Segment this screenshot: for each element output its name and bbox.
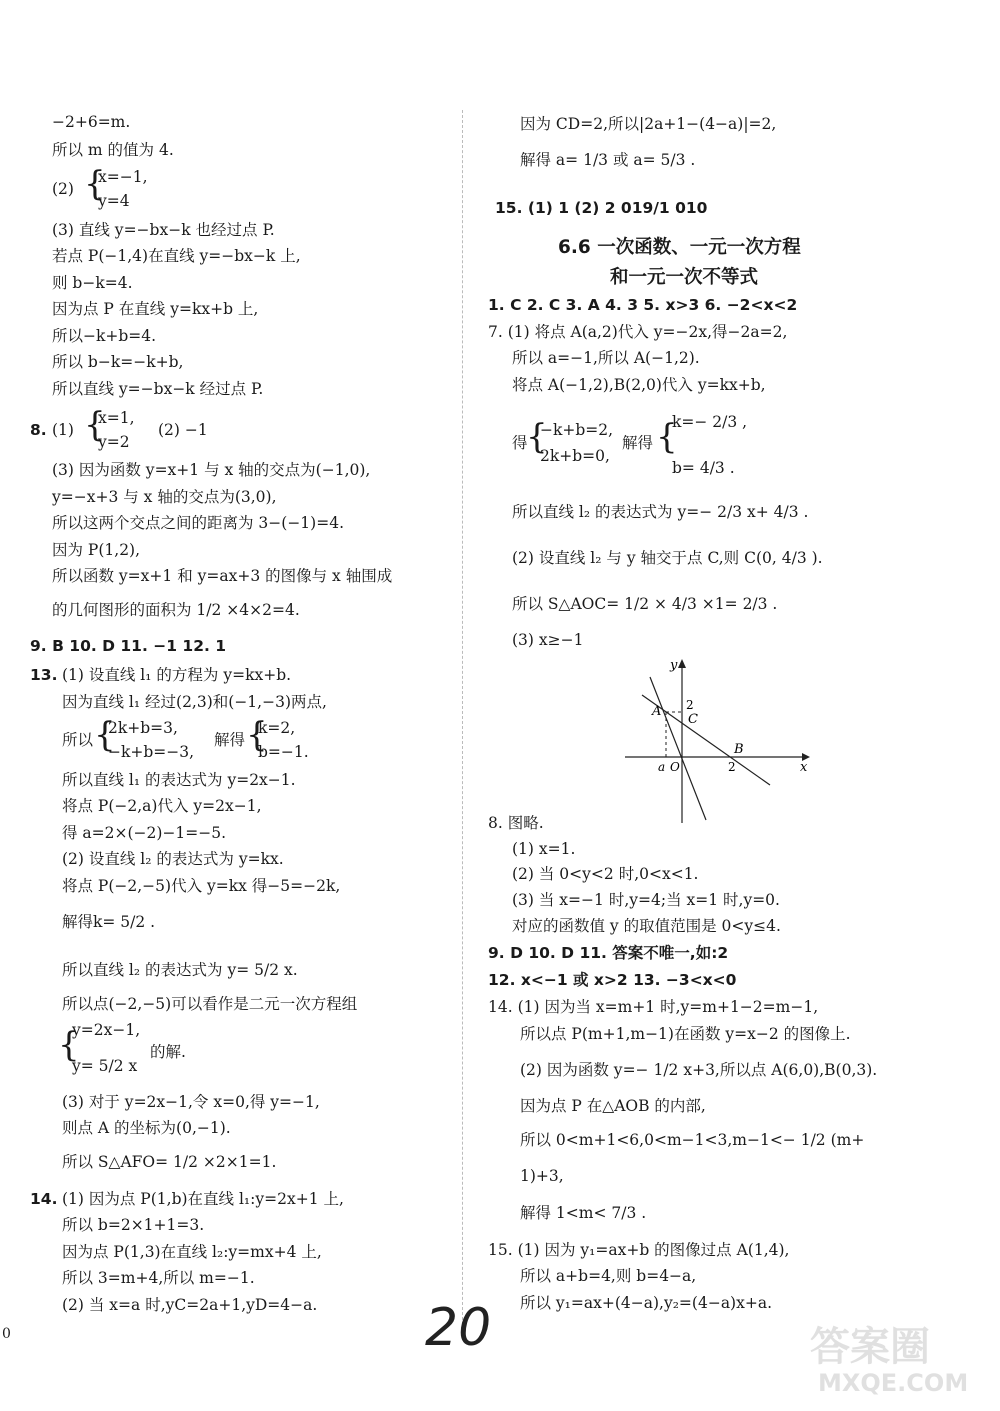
text-line: 因为 P(1,2), — [52, 541, 141, 559]
brace-icon: { — [656, 417, 678, 457]
text-line: 所以 m 的值为 4. — [52, 141, 174, 159]
text-line: (1) — [52, 421, 74, 439]
text-line: 8. 图略. — [488, 814, 544, 832]
section-title: 6.6 一次函数、一元一次方程 — [558, 237, 801, 258]
system-line: y=2 — [98, 433, 130, 451]
text-line: 所以 S△AOC= 1/2 × 4/3 ×1= 2/3 . — [512, 595, 778, 613]
text-line: 所以 a+b=4,则 b=4−a, — [520, 1267, 697, 1285]
text-line: 所以点(−2,−5)可以看作是二元一次方程组 — [62, 995, 358, 1013]
text-line: 对应的函数值 y 的取值范围是 0<y≤4. — [512, 917, 781, 935]
text-line: 解得 1<m< 7/3 . — [520, 1204, 647, 1222]
text-line: (2) −1 — [158, 421, 208, 439]
text-line: 将点 P(−2,−5)代入 y=kx 得−5=−2k, — [62, 877, 341, 895]
text-line: 所以 3=m+4,所以 m=−1. — [62, 1269, 255, 1287]
y-axis-label: y — [670, 658, 678, 673]
text-line: 因为点 P(1,3)在直线 l₂:y=mx+4 上, — [62, 1243, 322, 1261]
watermark-url: MXQE.COM — [818, 1369, 969, 1397]
text-line: 的几何图形的面积为 1/2 ×4×2=4. — [52, 601, 300, 619]
text-line: 得 — [512, 434, 528, 452]
question-number: 13. — [30, 666, 58, 684]
text-line: 所以 b−k=−k+b, — [52, 353, 184, 371]
text-line: 所以 b=2×1+1=3. — [62, 1216, 205, 1234]
tick-label: a — [658, 760, 666, 774]
text-line: 7. (1) 将点 A(a,2)代入 y=−2x,得−2a=2, — [488, 323, 788, 341]
point-label-c: C — [688, 712, 698, 727]
text-line: 所以直线 l₂ 的表达式为 y=− 2/3 x+ 4/3 . — [512, 503, 809, 521]
section-title: 和一元一次不等式 — [610, 267, 759, 288]
brace-icon: { — [84, 405, 106, 445]
text-line: 9. B 10. D 11. −1 12. 1 — [30, 637, 227, 655]
text-line: y=−x+3 与 x 轴的交点为(3,0), — [52, 488, 277, 506]
system-line: x=1, — [98, 409, 135, 427]
text-line: 1. C 2. C 3. A 4. 3 5. x>3 6. −2<x<2 — [488, 296, 798, 314]
text-line: 所以−k+b=4. — [52, 327, 157, 345]
system-line: 2k+b=0, — [540, 447, 610, 465]
text-line: (3) 对于 y=2x−1,令 x=0,得 y=−1, — [62, 1093, 320, 1111]
text-line: (2) 当 x=a 时,yC=2a+1,yD=4−a. — [62, 1296, 318, 1314]
x-axis-label: x — [800, 760, 808, 775]
text-line: (2) 因为函数 y=− 1/2 x+3,所以点 A(6,0),B(0,3). — [520, 1061, 878, 1079]
text-line: 将点 P(−2,a)代入 y=2x−1, — [62, 797, 262, 815]
text-line: 因为点 P 在直线 y=kx+b 上, — [52, 300, 259, 318]
text-line: (3) 当 x=−1 时,y=4;当 x=1 时,y=0. — [512, 891, 780, 909]
text-line: 所以函数 y=x+1 和 y=ax+3 的图像与 x 轴围成 — [52, 567, 393, 585]
text-line: 9. D 10. D 11. 答案不唯一,如:2 — [488, 944, 729, 962]
text-line: 因为 CD=2,所以|2a+1−(4−a)|=2, — [520, 115, 777, 133]
text-line: 所以这两个交点之间的距离为 3−(−1)=4. — [52, 514, 344, 532]
text-line: 解得k= 5/2 . — [62, 913, 156, 931]
text-line: (3) 直线 y=−bx−k 也经过点 P. — [52, 221, 275, 239]
text-line: −2+6=m. — [52, 113, 131, 131]
text-line: (2) — [52, 180, 74, 198]
text-line: 所以直线 l₁ 的表达式为 y=2x−1. — [62, 771, 296, 789]
text-line: (2) 设直线 l₂ 与 y 轴交于点 C,则 C(0, 4/3 ). — [512, 549, 823, 567]
brace-icon: { — [246, 715, 268, 755]
text-line: 解得 — [622, 434, 654, 452]
brace-icon: { — [84, 164, 106, 204]
question-number: 8. — [30, 421, 47, 439]
text-line: 1)+3, — [520, 1167, 564, 1185]
text-line: 14. (1) 因为当 x=m+1 时,y=m+1−2=m−1, — [488, 998, 819, 1016]
text-line: (3) 因为函数 y=x+1 与 x 轴的交点为(−1,0), — [52, 461, 371, 479]
system-line: y=2x−1, — [72, 1021, 141, 1039]
system-line: k=2, — [258, 719, 296, 737]
text-line: 因为点 P 在△AOB 的内部, — [520, 1097, 706, 1115]
text-line: 得 a=2×(−2)−1=−5. — [62, 824, 227, 842]
text-line: 12. x<−1 或 x>2 13. −3<x<0 — [488, 971, 737, 989]
point-label-a: A — [652, 704, 662, 719]
text-line: 所以 0<m+1<6,0<m−1<3,m−1<− 1/2 (m+ — [520, 1131, 865, 1149]
system-line: b=−1. — [258, 743, 309, 761]
text-line: 将点 A(−1,2),B(2,0)代入 y=kx+b, — [512, 376, 766, 394]
text-line: 若点 P(−1,4)在直线 y=−bx−k 上, — [52, 247, 301, 265]
point-label-b: B — [734, 742, 744, 757]
text-line: 所以 — [62, 731, 94, 749]
brace-icon: { — [526, 417, 548, 457]
text-line: 15. (1) 因为 y₁=ax+b 的图像过点 A(1,4), — [488, 1241, 790, 1259]
text-line: (2) 当 0<y<2 时,0<x<1. — [512, 865, 699, 883]
text-line: 则 b−k=4. — [52, 274, 133, 292]
text-line: 所以 y₁=ax+(4−a),y₂=(4−a)x+a. — [520, 1294, 773, 1312]
tick-label: 2 — [686, 698, 694, 712]
system-line: −k+b=−3, — [108, 743, 195, 761]
system-line: y= 5/2 x — [72, 1057, 138, 1075]
text-line: (2) 设直线 l₂ 的表达式为 y=kx. — [62, 850, 284, 868]
system-line: −k+b=2, — [540, 421, 614, 439]
text-line: (3) x≥−1 — [512, 631, 584, 649]
text-line: 所以直线 y=−bx−k 经过点 P. — [52, 380, 264, 398]
system-line: x=−1, — [98, 168, 148, 186]
watermark-text: 答案圈 — [810, 1324, 930, 1370]
question-number: 14. — [30, 1190, 58, 1208]
text-line: 所以 a=−1,所以 A(−1,2). — [512, 349, 700, 367]
tick-label: 2 — [728, 760, 736, 774]
text-line: (1) 设直线 l₁ 的方程为 y=kx+b. — [62, 666, 292, 684]
system-line: y=4 — [98, 192, 130, 210]
function-graph — [620, 655, 815, 825]
text-line: 解得 a= 1/3 或 a= 5/3 . — [520, 151, 696, 169]
system-line: k=− 2/3 , — [672, 413, 748, 431]
system-line: 2k+b=3, — [108, 719, 178, 737]
page-number: 0 — [2, 1326, 11, 1342]
text-line: 因为直线 l₁ 经过(2,3)和(−1,−3)两点, — [62, 693, 327, 711]
text-line: (1) 因为点 P(1,b)在直线 l₁:y=2x+1 上, — [62, 1190, 344, 1208]
column-divider — [462, 110, 463, 1340]
origin-label: O — [670, 760, 680, 774]
text-line: 所以直线 l₂ 的表达式为 y= 5/2 x. — [62, 961, 298, 979]
brace-icon: { — [58, 1025, 80, 1065]
text-line: 15. (1) 1 (2) 2 019/1 010 — [495, 199, 708, 217]
text-line: 所以点 P(m+1,m−1)在函数 y=x−2 的图像上. — [520, 1025, 851, 1043]
text-line: 解得 — [214, 731, 246, 749]
text-line: 则点 A 的坐标为(0,−1). — [62, 1119, 231, 1137]
text-line: 所以 S△AFO= 1/2 ×2×1=1. — [62, 1153, 277, 1171]
handwritten-page-number: 20 — [425, 1298, 492, 1358]
system-line: b= 4/3 . — [672, 459, 735, 477]
text-line: 的解. — [150, 1043, 186, 1061]
brace-icon: { — [94, 715, 116, 755]
text-line: (1) x=1. — [512, 840, 576, 858]
watermark-logo — [800, 1315, 995, 1405]
